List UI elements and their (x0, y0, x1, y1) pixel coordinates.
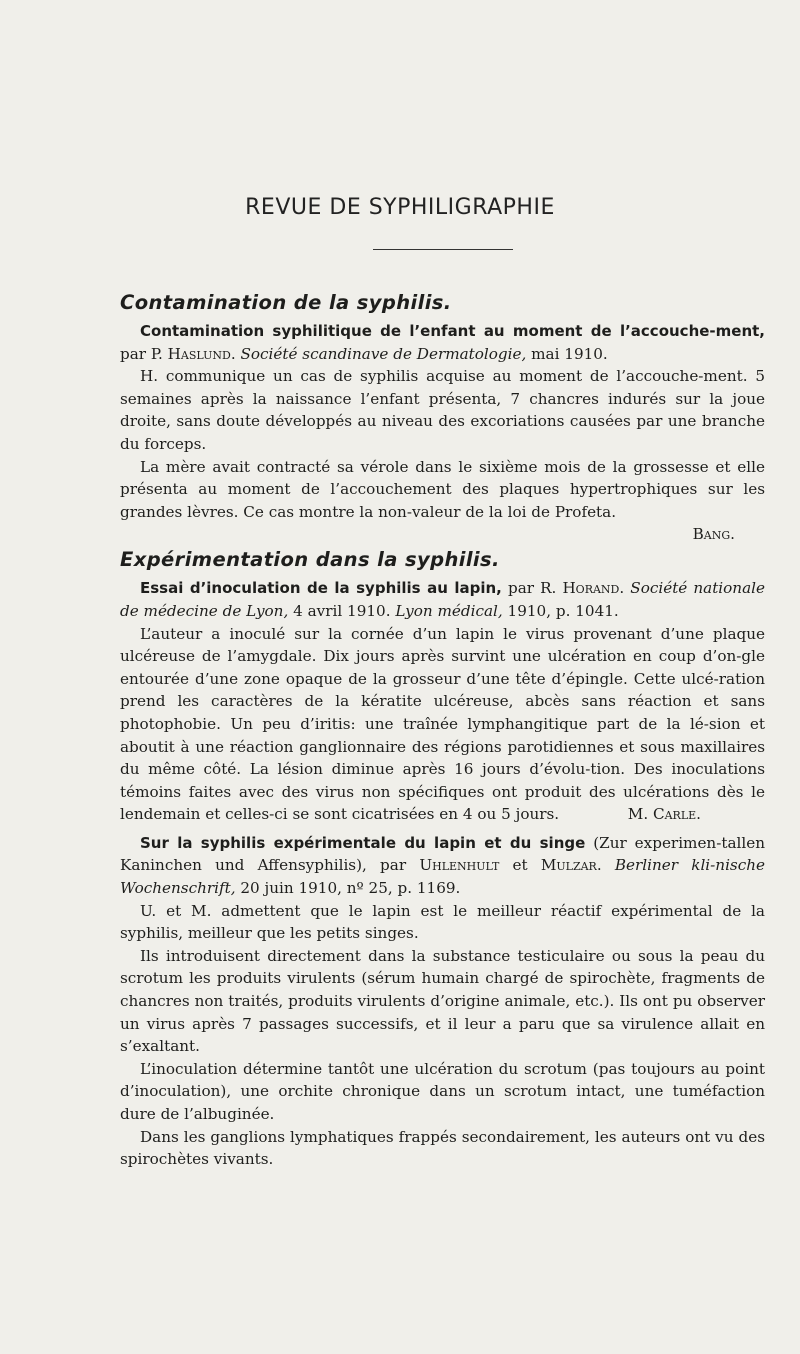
entry-and: et (499, 856, 541, 875)
paragraph: Ils introduisent directement dans la substance testiculaire ou sous la peau du scrotum les produits virulents (sérum humain chargé de spirochète, fragments de chancres non traités, produits virulents d’origine animale, etc.). Ils ont pu observer un virus après 7 passages successifs, et il leur a paru que sa virulence allait en s’exaltant. (120, 946, 765, 1056)
entry-date: 4 avril 1910. (288, 601, 396, 620)
entry-dot: . (230, 344, 241, 363)
signature: M. Carle. (627, 805, 701, 824)
paragraph (120, 623, 765, 826)
entry-journal: Berliner kli-nische Wochenschrift, (120, 856, 765, 898)
entry-heading-contamination (120, 320, 765, 365)
entry-date: mai 1910. (526, 344, 608, 363)
entry-author: Horand (562, 579, 620, 598)
entry-title: Contamination syphilitique de l’enfant au moment de l’accouche-ment, (140, 322, 765, 340)
entry-author: Haslund (167, 344, 231, 363)
entry-journal: Société nationale de médecine de Lyon, (120, 579, 765, 620)
entry-title: Essai d’inoculation de la syphilis au lapin, (140, 579, 502, 598)
entry-author-1: Uhlenhult (419, 856, 500, 875)
title-divider (373, 249, 513, 250)
paragraph: Dans les ganglions lymphatiques frappés secondairement, les auteurs ont vu des spirochètes vivants. (120, 1127, 765, 1169)
paragraph: La mère avait contracté sa vérole dans le sixième mois de la grossesse et elle présenta au moment de l’accouchement des plaques hypertrophiques sur les grandes lèvres. Ce cas montre la non-valeur de la loi de Profeta. (120, 457, 765, 521)
article-body (120, 290, 765, 1171)
entry-ref: 1910, p. 1041. (502, 601, 619, 620)
entry-journal-2: Lyon médical, (395, 601, 503, 620)
journal-title: REVUE DE SYPHILIGRAPHIE (245, 195, 555, 220)
entry-by: par P. (120, 344, 168, 363)
paragraph: U. et M. admettent que le lapin est le meilleur réactif expérimental de la syphilis, meilleur que les petits singes. (120, 901, 765, 943)
entry-subtitle: (Zur experimen-tallen Kaninchen und Affensyphilis), par (120, 833, 765, 875)
entry-dot: . (619, 579, 631, 598)
paragraph: L’inoculation détermine tantôt une ulcération du scrotum (pas toujours au point d’inoculation), une orchite chronique dans un scrotum intact, une tuméfaction dure de l’albuginée. (120, 1059, 765, 1123)
entry-heading-inoculation (120, 577, 765, 622)
section-heading-experimentation: Expérimentation dans la syphilis. (120, 548, 500, 572)
entry-dot: . (596, 856, 615, 875)
section-heading-contamination: Contamination de la syphilis. (120, 291, 452, 314)
entry-heading-experimental (120, 832, 765, 900)
paragraph: H. communique un cas de syphilis acquise au moment de l’accouche-ment. 5 semaines après la naissance l’enfant présenta, 7 chancres indurés sur la joue droite, sans doute développés au niveau des excoriations causées par une branche du forceps. (120, 367, 765, 453)
entry-by: par R. (501, 579, 563, 598)
entry-title: Sur la syphilis expérimentale du lapin et du singe (140, 833, 586, 852)
entry-ref: 20 juin 1910, nº 25, p. 1169. (235, 879, 461, 898)
paragraph-text: L’auteur a inoculé sur la cornée d’un lapin le virus provenant d’une plaque ulcéreuse de l’amygdale. Dix jours après survint une ulcération en coup d’on-gle entourée d’une zone opaque de la grosseur d’une tête d’épingle. Cette ulcé-ration prend les caractères de la kératite ulcéreuse, abcès sans réaction et sans photophobie. Un peu d’iritis: une traînée lymphangitique part de la lé-sion et aboutit à une réaction ganglionnaire des régions parotidiennes et sous maxillaires du même côté. La lésion diminue après 16 jours d’évolu-tion. Des inoculations témoins faites avec des virus non spécifiques ont produit des ulcérations dès le lendemain et celles-ci se sont cicatrisées en 4 ou 5 jours. (120, 624, 765, 824)
entry-journal: Société scandinave de Dermatologie, (240, 344, 527, 363)
entry-author-2: Mulzar (540, 856, 597, 875)
signature: Bang. (692, 525, 735, 544)
